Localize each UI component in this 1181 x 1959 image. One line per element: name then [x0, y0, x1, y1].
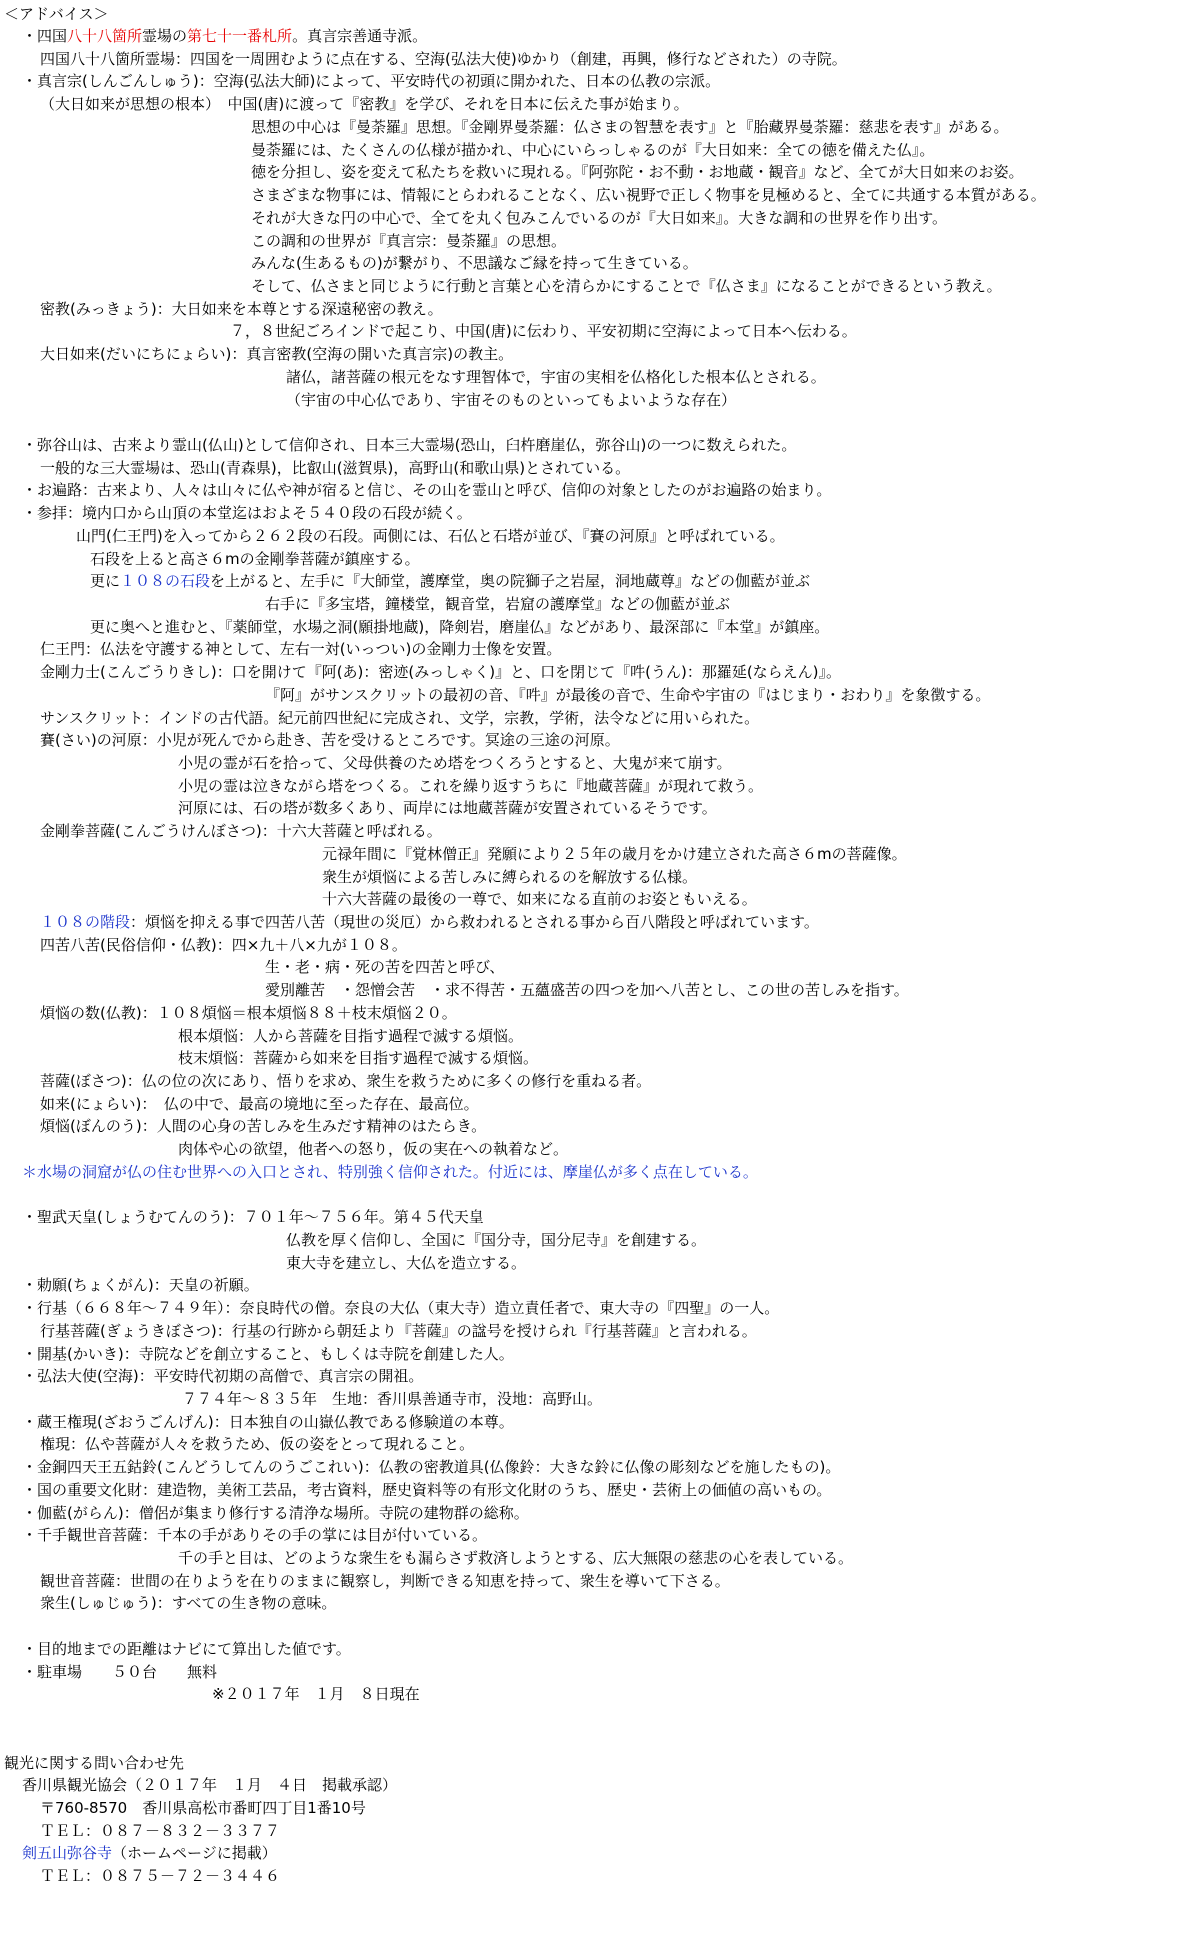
doc-line: 煩悩の数(仏教)：１０８煩悩＝根本煩悩８８＋枝末煩悩２０。 [40, 1004, 457, 1022]
doc-line: さまざまな物事には、情報にとらわれることなく、広い視野で正しく物事を見極めると、全てに共通する本質がある。 [251, 186, 1046, 204]
doc-line: 如来(にょらい)： 仏の中で、最高の境地に至った存在、最高位。 [40, 1095, 479, 1113]
doc-line: ・蔵王権現(ざおうごんげん)：日本独自の山嶽仏教である修験道の本尊。 [22, 1413, 514, 1431]
doc-line: 金剛拳菩薩(こんごうけんぼさつ)：十六大菩薩と呼ばれる。 [40, 822, 442, 840]
note-blue: ＊水場の洞窟が仏の住む世界への入口とされ、特別強く信仰された。付近には、摩崖仏が多く点在している。 [22, 1163, 758, 1181]
doc-line: ・弥谷山は、古来より霊山(仏山)として信仰され、日本三大霊場(恐山，臼杵磨崖仏，弥谷山)の一つに数えられた。 [22, 436, 797, 454]
highlight-red: 八十八箇所 [67, 27, 143, 45]
doc-line: ７，８世紀ごろインドで起こり、中国(唐)に伝わり、平安初期に空海によって日本へ伝わる。 [230, 322, 857, 340]
doc-line: ７７４年～８３５年 生地：香川県善通寺市，没地：高野山。 [182, 1390, 603, 1408]
doc-line: 四国八十八箇所霊場：四国を一周囲むように点在する、空海(弘法大使)ゆかり（創建，再興，修行などされた）の寺院。 [40, 50, 847, 68]
doc-line: 徳を分担し、姿を変えて私たちを救いに現れる。『阿弥陀・お不動・お地蔵・観音』など、全てが大日如来のお姿。 [251, 163, 1024, 181]
doc-line: 衆生(しゅじゅう)：すべての生き物の意味。 [40, 1594, 337, 1612]
doc-line: 東大寺を建立し、大仏を造立する。 [286, 1254, 527, 1272]
parking-info: ・駐車場 ５０台 無料 [22, 1663, 218, 1681]
highlight-blue: １０８の石段 [120, 572, 211, 590]
doc-line: ・聖武天皇(しょうむてんのう)：７０１年～７５６年。第４５代天皇 [22, 1208, 484, 1226]
doc-line: 元禄年間に『覚林僧正』発願により２５年の歳月をかけ建立された高さ６mの菩薩像。 [322, 845, 907, 863]
doc-line: 小児の霊が石を拾って、父母供養のため塔をつくろうとすると、大鬼が来て崩す。 [178, 754, 732, 772]
doc-line: 更に１０８の石段を上がると、左手に『大師堂，護摩堂，奥の院獅子之岩屋，洞地蔵尊』などの伽藍が並ぶ [90, 572, 811, 590]
doc-line: 賽(さい)の河原：小児が死んでから赴き、苦を受けるところです。冥途の三途の河原。 [40, 731, 620, 749]
doc-line: 観世音菩薩：世間の在りようを在りのままに観察し，判断できる知恵を持って、衆生を導いて下さる。 [40, 1572, 730, 1590]
doc-line: 根本煩悩：人から菩薩を目指す過程で滅する煩悩。 [178, 1027, 524, 1045]
section-header: ＜アドバイス＞ [4, 5, 109, 23]
doc-line: ・開基(かいき)：寺院などを創立すること、もしくは寺院を創建した人。 [22, 1345, 514, 1363]
doc-line: ・お遍路：古来より、人々は山々に仏や神が宿ると信じ、その山を霊山と呼び、信仰の対象としたのがお遍路の始まり。 [22, 481, 832, 499]
doc-line: みんな(生あるもの)が繋がり、不思議なご縁を持って生きている。 [251, 254, 698, 272]
temple-line [22, 1842, 277, 1865]
contact-address: 〒760-8570 香川県高松市番町四丁目1番10号 [40, 1799, 366, 1817]
doc-line: 更に奥へと進むと、『薬師堂，水場之洞(願掛地蔵)，降剣岩，磨崖仏』などがあり、最深部に『本堂』が鎮座。 [90, 618, 830, 636]
doc-line: ・真言宗(しんごんしゅう)：空海(弘法大師)によって、平安時代の初頭に開かれた、日本の仏教の宗派。 [22, 72, 721, 90]
highlight-red: 第七十一番札所 [187, 27, 293, 45]
doc-line: 仁王門：仏法を守護する神として、左右一対(いっつい)の金剛力士像を安置。 [40, 640, 562, 658]
highlight-blue: １０８の階段 [40, 913, 131, 931]
contact-org: 香川県観光協会（２０１７年 １月 ４日 掲載承認） [22, 1776, 398, 1794]
doc-line: 一般的な三大霊場は、恐山(青森県)，比叡山(滋賀県)，高野山(和歌山県)とされている。 [40, 459, 631, 477]
doc-line: それが大きな円の中心で、全てを丸く包みこんでいるのが『大日如来』。大きな調和の世界を作り出す。 [251, 209, 948, 227]
doc-line: ・四国八十八箇所霊場の第七十一番札所。真言宗善通寺派。 [22, 27, 428, 45]
doc-line: 曼荼羅には、たくさんの仏様が描かれ、中心にいらっしゃるのが『大日如来：全ての徳を備えた仏』。 [251, 141, 935, 159]
doc-line: そして、仏さまと同じように行動と言葉と心を清らかにすることで『仏さま』になることができるという教え。 [251, 277, 1002, 295]
doc-line: 仏教を厚く信仰し、全国に『国分寺，国分尼寺』を創建する。 [286, 1231, 707, 1249]
doc-line: 枝末煩悩：菩薩から如来を目指す過程で滅する煩悩。 [178, 1049, 539, 1067]
doc-line: 十六大菩薩の最後の一尊で、如来になる直前のお姿ともいえる。 [322, 890, 757, 908]
doc-line: この調和の世界が『真言宗：曼荼羅』の思想。 [251, 232, 567, 250]
doc-line: 愛別離苦 ・怨憎会苦 ・求不得苦・五蘊盛苦の四つを加へ八苦とし、この世の苦しみを指す。 [265, 981, 909, 999]
doc-line: 権現：仏や菩薩が人々を救うため、仮の姿をとって現れること。 [40, 1435, 475, 1453]
doc-line: １０８の階段：煩悩を抑える事で四苦八苦（現世の災厄）から救われるとされる事から百八階段と呼ばれています。 [40, 913, 819, 931]
doc-line: 密教(みっきょう)：大日如来を本尊とする深遠秘密の教え。 [40, 300, 443, 318]
doc-line: 河原には、石の塔が数多くあり、両岸には地蔵菩薩が安置されているそうです。 [178, 799, 717, 817]
doc-line: ・勅願(ちょくがん)：天皇の祈願。 [22, 1276, 259, 1294]
doc-line: サンスクリット：インドの古代語。紀元前四世紀に完成され、文学，宗教，学術，法令などに用いられた。 [40, 709, 760, 727]
doc-line: 大日如来(だいにちにょらい)：真言密教(空海の開いた真言宗)の教主。 [40, 345, 514, 363]
doc-line: （大日如来が思想の根本） 中国(唐)に渡って『密教』を学び、それを日本に伝えた事が始まり。 [40, 95, 689, 113]
doc-line: ・参拝：境内口から山頂の本堂迄はおよそ５４０段の石段が続く。 [22, 504, 472, 522]
doc-line: ・行基（６６８年～７４９年）：奈良時代の僧。奈良の大仏（東大寺）造立責任者で、東大寺の『四聖』の一人。 [22, 1299, 780, 1317]
doc-line: 思想の中心は『曼荼羅』思想。『金剛界曼荼羅：仏さまの智慧を表す』と『胎藏界曼荼羅：慈悲を表す』がある。 [251, 118, 1009, 136]
doc-line: ・金銅四天王五鈷鈴(こんどうしてんのうごこれい)：仏教の密教道具(仏像鈴：大きな鈴に仏像の彫刻などを施したもの)。 [22, 1458, 841, 1476]
doc-line: 煩悩(ぼんのう)：人間の心身の苦しみを生みだす精神のはたらき。 [40, 1117, 487, 1135]
doc-line: 山門(仁王門)を入ってから２６２段の石段。両側には、石仏と石塔が並び、『賽の河原』と呼ばれている。 [76, 527, 785, 545]
doc-line: 右手に『多宝塔，鐘楼堂，観音堂，岩窟の護摩堂』などの伽藍が並ぶ [265, 595, 731, 613]
temple-name: 剣五山弥谷寺 [22, 1844, 113, 1862]
doc-line: 行基菩薩(ぎょうきぼさつ)：行基の行跡から朝廷より『菩薩』の諡号を授けられ『行基菩薩』と言われる。 [40, 1322, 757, 1340]
doc-line: ・弘法大使(空海)：平安時代初期の高僧で、真言宗の開祖。 [22, 1367, 424, 1385]
doc-line: ・千手観世音菩薩：千本の手がありその手の掌には目が付いている。 [22, 1526, 488, 1544]
doc-line: 石段を上ると高さ６mの金剛拳菩薩が鎮座する。 [90, 550, 420, 568]
doc-line: 『阿』がサンスクリットの最初の音、『吽』が最後の音で、生命や宇宙の『はじまり・おわり』を象徴する。 [265, 686, 991, 704]
doc-line: ・目的地までの距離はナビにて算出した値です。 [22, 1640, 351, 1658]
doc-line: 小児の霊は泣きながら塔をつくる。これを繰り返すうちに『地蔵菩薩』が現れて救う。 [178, 777, 764, 795]
doc-line: （宇宙の中心仏であり、宇宙そのものといってもよいような存在） [286, 391, 737, 409]
doc-line: 肉体や心の欲望，他者への怒り，仮の実在への執着など。 [178, 1140, 569, 1158]
temple-tel: ＴＥＬ：０８７５－７２－３４４６ [40, 1867, 281, 1885]
doc-line: 諸仏，諸菩薩の根元をなす理智体で，宇宙の実相を仏格化した根本仏とされる。 [286, 368, 826, 386]
doc-line: ・国の重要文化財：建造物，美術工芸品，考古資料，歴史資料等の有形文化財のうち、歴史・芸術上の価値の高いもの。 [22, 1481, 832, 1499]
doc-line: 菩薩(ぼさつ)：仏の位の次にあり、悟りを求め、衆生を救うために多くの修行を重ねる者。 [40, 1072, 652, 1090]
doc-line: 四苦八苦(民俗信仰・仏教)：四×九＋八×九が１０８。 [40, 936, 407, 954]
date-note: ※２０１７年 １月 ８日現在 [212, 1685, 420, 1703]
contact-title: 観光に関する問い合わせ先 [4, 1754, 185, 1772]
doc-line: ・伽藍(がらん)：僧侶が集まり修行する清浄な場所。寺院の建物群の総称。 [22, 1504, 529, 1522]
doc-line: 生・老・病・死の苦を四苦と呼び、 [265, 958, 505, 976]
doc-line: 金剛力士(こんごうりきし)：口を開けて『阿(あ)：密迹(みっしゃく)』と、口を閉じて『吽(うん)：那羅延(ならえん)』。 [40, 663, 842, 681]
doc-line: 衆生が煩悩による苦しみに縛られるのを解放する仏様。 [322, 868, 698, 886]
doc-line: 千の手と目は、どのような衆生をも漏らさず救済しようとする、広大無限の慈悲の心を表している。 [178, 1549, 854, 1567]
temple-note: （ホームページに掲載） [112, 1844, 277, 1862]
contact-tel: ＴＥＬ：０８７－８３２－３３７７ [40, 1822, 281, 1840]
